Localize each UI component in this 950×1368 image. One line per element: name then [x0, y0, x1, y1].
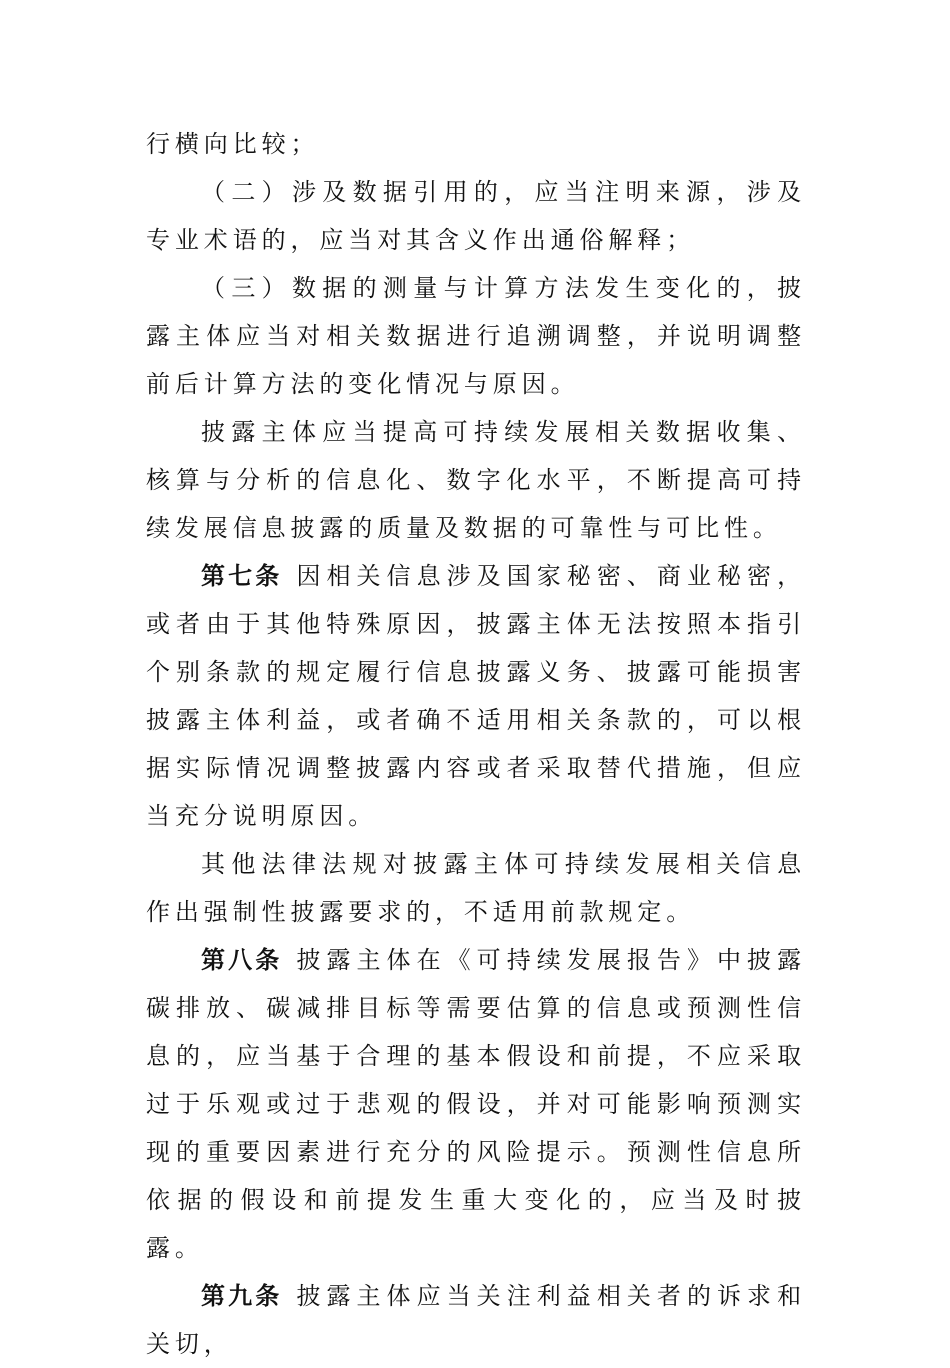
paragraph-text: 披露主体应当关注利益相关者的诉求和关切， [146, 1282, 806, 1358]
paragraph-article-nine [146, 1272, 806, 1368]
paragraph-text: （二）涉及数据引用的，应当注明来源，涉及专业术语的，应当对其含义作出通俗解释； [146, 178, 806, 254]
paragraph-continuation [146, 120, 806, 168]
paragraph-text: 因相关信息涉及国家秘密、商业秘密，或者由于其他特殊原因，披露主体无法按照本指引个别条款的规定履行信息披露义务、披露可能损害披露主体利益，或者确不适用相关条款的，可以根据实际情况调整披露内容或者采取替代措施，但应当充分说明原因。 [146, 562, 806, 830]
article-number: 第七条 [201, 562, 283, 590]
paragraph-article-seven [146, 552, 806, 840]
paragraph-text: 行横向比较； [146, 130, 320, 158]
article-number: 第八条 [201, 946, 283, 974]
paragraph-text: 披露主体在《可持续发展报告》中披露碳排放、碳减排目标等需要估算的信息或预测性信息的，应当基于合理的基本假设和前提，不应采取过于乐观或过于悲观的假设，并对可能影响预测实现的重要因素进行充分的风险提示。预测性信息所依据的假设和前提发生重大变化的，应当及时披露。 [146, 946, 806, 1262]
paragraph-other-laws [146, 840, 806, 936]
paragraph-article-eight [146, 936, 806, 1272]
document-body [146, 120, 806, 1368]
paragraph-item-three [146, 264, 806, 408]
paragraph-data-quality [146, 408, 806, 552]
paragraph-text: 其他法律法规对披露主体可持续发展相关信息作出强制性披露要求的，不适用前款规定。 [146, 850, 806, 926]
paragraph-text: （三）数据的测量与计算方法发生变化的，披露主体应当对相关数据进行追溯调整，并说明调整前后计算方法的变化情况与原因。 [146, 274, 806, 398]
paragraph-text: 披露主体应当提高可持续发展相关数据收集、核算与分析的信息化、数字化水平，不断提高可持续发展信息披露的质量及数据的可靠性与可比性。 [146, 418, 806, 542]
article-number: 第九条 [201, 1282, 283, 1310]
paragraph-item-two [146, 168, 806, 264]
